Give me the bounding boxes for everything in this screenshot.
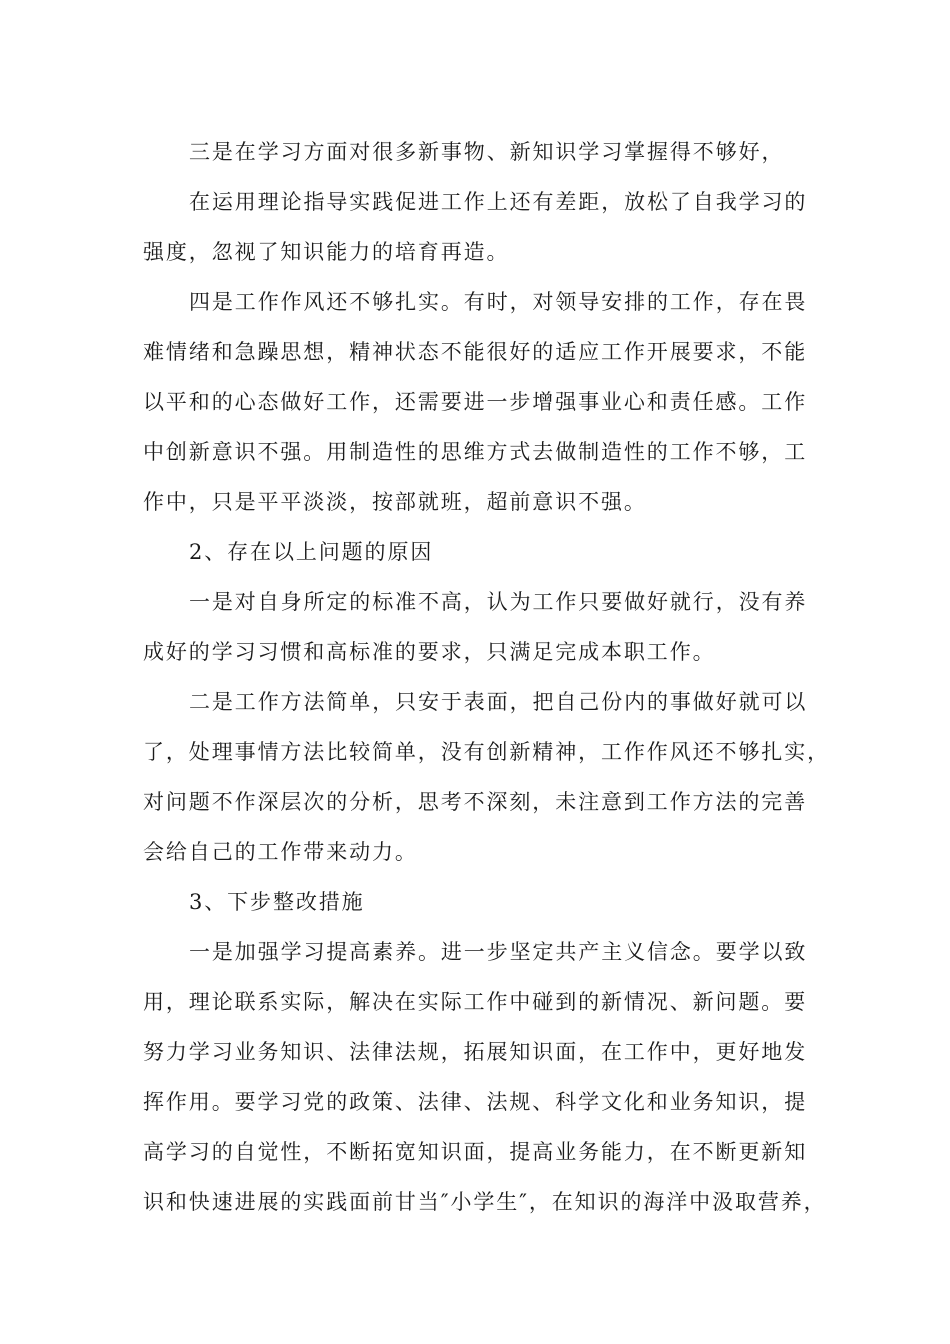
text-line-5: 难情绪和急躁思想，精神状态不能很好的适应工作开展要求，不能 (143, 340, 808, 364)
text-line-19: 努力学习业务知识、法律法规，拓展知识面，在工作中，更好地发 (143, 1040, 808, 1064)
section-heading-2: 2、存在以上问题的原因 (189, 540, 434, 564)
text-line-4: 四是工作作风还不够扎实。有时，对领导安排的工作，存在畏 (189, 290, 808, 314)
text-line-20: 挥作用。要学习党的政策、法律、法规、科学文化和业务知识，提 (143, 1090, 808, 1114)
text-line-11: 成好的学习习惯和高标准的要求，只满足完成本职工作。 (143, 640, 716, 664)
text-line-21: 高学习的自觉性，不断拓宽知识面，提高业务能力，在不断更新知 (143, 1140, 808, 1164)
text-line-3: 强度，忽视了知识能力的培育再造。 (143, 240, 510, 264)
text-line-6: 以平和的心态做好工作，还需要进一步增强事业心和责任感。工作 (143, 390, 808, 414)
text-line-10: 一是对自身所定的标准不高，认为工作只要做好就行，没有养 (189, 590, 808, 614)
text-line-7: 中创新意识不强。用制造性的思维方式去做制造性的工作不够，工 (143, 440, 808, 464)
text-line-8: 作中，只是平平淡淡，按部就班，超前意识不强。 (143, 490, 647, 514)
text-line-22: 识和快速进展的实践面前甘当″小学生″，在知识的海洋中汲取营养， (143, 1190, 827, 1214)
section-heading-3: 3、下步整改措施 (189, 890, 365, 914)
text-line-15: 会给自己的工作带来动力。 (143, 840, 418, 864)
text-line-12: 二是工作方法简单，只安于表面，把自己份内的事做好就可以 (189, 690, 808, 714)
text-line-1: 三是在学习方面对很多新事物、新知识学习掌握得不够好， (189, 140, 785, 164)
text-line-14: 对问题不作深层次的分析，思考不深刻，未注意到工作方法的完善 (143, 790, 808, 814)
text-line-18: 用，理论联系实际，解决在实际工作中碰到的新情况、新问题。要 (143, 990, 808, 1014)
text-line-13: 了，处理事情方法比较简单，没有创新精神，工作作风还不够扎实， (143, 740, 830, 764)
text-line-2: 在运用理论指导实践促进工作上还有差距，放松了自我学习的 (189, 190, 808, 214)
text-line-17: 一是加强学习提高素养。进一步坚定共产主义信念。要学以致 (189, 940, 808, 964)
